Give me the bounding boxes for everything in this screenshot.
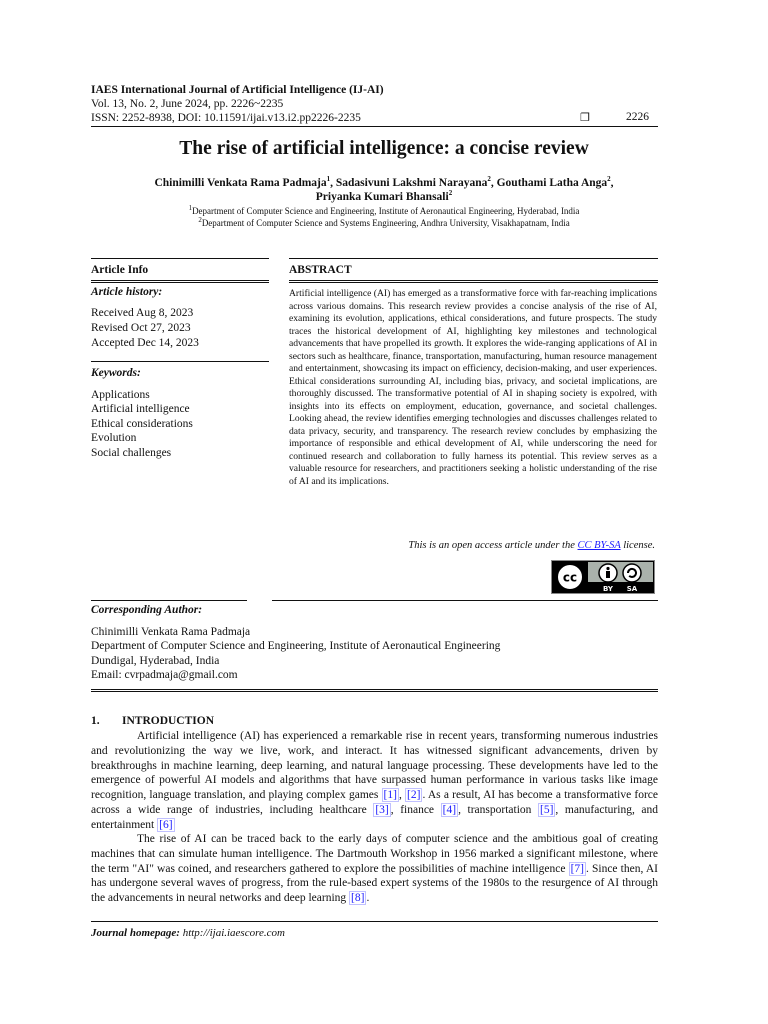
citation-link[interactable]: [1] bbox=[383, 789, 397, 802]
journal-volume: Vol. 13, No. 2, June 2024, pp. 2226~2235 bbox=[91, 98, 284, 110]
author-1: Chinimilli Venkata Rama Padmaja$^1$, bbox=[154, 175, 336, 189]
keywords-rule bbox=[91, 361, 269, 362]
abstract-heading: ABSTRACT bbox=[289, 264, 352, 276]
corr-double-rule-b bbox=[91, 691, 658, 692]
intro-paragraph-1: Artificial intelligence (AI) has experienced a remarkable rise in recent years, transforming numerous industries and revolutionizing the way we live, work, and interact. It has witnessed significant advancements, driven by breakthroughs in machine learning, deep learning, and natural language processing. These developments have led to the emergence of powerful AI models and algorithms that have surpassed human performance in various tasks like image recognition, language translation, and playing complex games [1] , [2] . As a result, AI has become a transformative force across a wide range of industries, including healthcare [3] , finance [4] , transportation [5] , manufacturing, and entertainment [6] bbox=[91, 730, 659, 831]
header-rule bbox=[91, 126, 658, 127]
keyword-item: Artificial intelligence bbox=[91, 403, 190, 415]
journal-name: IAES International Journal of Artificial Intelligence (IJ-AI) bbox=[91, 84, 384, 96]
info-top-rule bbox=[91, 258, 269, 259]
history-heading: Article history: bbox=[91, 286, 163, 298]
author-list bbox=[60, 176, 708, 204]
citation-link[interactable]: [3] bbox=[375, 803, 389, 816]
author-4: Priyanka Kumari Bhansali$^2$ bbox=[315, 189, 453, 203]
sa-label: SA bbox=[626, 585, 638, 593]
page-number: 2226 bbox=[626, 111, 649, 123]
corr-left-rule bbox=[91, 600, 247, 601]
footer-rule bbox=[91, 921, 658, 922]
cc-glyph: cc bbox=[562, 570, 578, 585]
corr-double-rule-a bbox=[91, 689, 658, 690]
keywords-heading: Keywords: bbox=[91, 367, 141, 379]
revised-date: Revised Oct 27, 2023 bbox=[91, 322, 191, 334]
affiliation-1: $^1$Department of Computer Science and Engineering, Institute of Aeronautical Engineering, Hyderabad, India bbox=[188, 204, 580, 216]
abstract-body: Artificial intelligence (AI) has emerged as a transformative force with far-reaching implications across various domains. This research review provides a concise analysis of the rise of AI, examining its evolution, applications, ethical considerations, and future prospects. The study traces the historical development of AI, highlighting key milestones and technological advancements that have propelled its growth. It explores the wide-ranging applications of AI in sectors such as healthcare, finance, transportation, manufacturing, human resource management and entertainment, showcasing its impact on efficiency, decision-making, and user experiences. Ethical considerations surrounding AI, including bias, privacy, and societal implications, are thoroughly discussed. The transformative potential of AI in shaping society is expolred, with insights into its effects on employment, education, governance, and societal challenges. Looking ahead, the review identifies emerging technologies and discusses challenges related to data privacy, security, and transparency. The research review concludes by emphasizing the importance of responsible and ethical development of AI, while underscoring the need for continued research and collaboration to fully harness its potential. This review serves as a valuable resource for researchers, and practitioners seeking a holistic understanding of the rise of AI and its implications. bbox=[289, 288, 657, 487]
corresponding-heading: Corresponding Author: bbox=[91, 604, 203, 616]
keyword-item: Social challenges bbox=[91, 447, 172, 459]
cc-badge-icon bbox=[552, 561, 654, 593]
journal-homepage: Journal homepage: http://ijai.iaescore.com bbox=[91, 927, 285, 939]
citation-link[interactable]: [8] bbox=[351, 892, 365, 905]
cc-by-sa-badge bbox=[551, 560, 655, 594]
corresponding-location: Dundigal, Hyderabad, India bbox=[91, 655, 220, 667]
homepage-link[interactable]: http://ijai.iaescore.com bbox=[182, 927, 285, 939]
keyword-item: Ethical considerations bbox=[91, 418, 193, 430]
section-heading: INTRODUCTION bbox=[122, 715, 215, 727]
corresponding-name: Chinimilli Venkata Rama Padmaja bbox=[91, 626, 251, 638]
license-statement: This is an open access article under the CC BY-SA license. bbox=[408, 540, 655, 551]
author-3: Gouthami Latha Anga$^2$, bbox=[496, 175, 614, 189]
box-icon: ❐ bbox=[580, 112, 590, 124]
affiliation-2: $^2$Department of Computer Science and Systems Engineering, Andhra University, Visakhapatnam, India bbox=[198, 216, 570, 228]
paper-title: The rise of artificial intelligence: a concise review bbox=[179, 138, 589, 159]
author-2: Sadasivuni Lakshmi Narayana$^2$, bbox=[335, 175, 497, 189]
abstract-double-rule-b bbox=[289, 282, 658, 283]
license-link[interactable]: CC BY-SA bbox=[577, 540, 621, 551]
corresponding-email: Email: cvrpadmaja@gmail.com bbox=[91, 669, 238, 681]
citation-link[interactable]: [5] bbox=[540, 803, 554, 816]
received-date: Received Aug 8, 2023 bbox=[91, 307, 194, 319]
accepted-date: Accepted Dec 14, 2023 bbox=[91, 337, 199, 349]
info-double-rule-b bbox=[91, 282, 269, 283]
corresponding-dept: Department of Computer Science and Engineering, Institute of Aeronautical Engineering bbox=[91, 640, 501, 652]
abstract-top-rule bbox=[289, 258, 658, 259]
citation-link[interactable]: [6] bbox=[159, 818, 173, 831]
citation-link[interactable]: [7] bbox=[570, 862, 584, 875]
keyword-item: Applications bbox=[91, 389, 150, 401]
citation-link[interactable]: [2] bbox=[407, 789, 421, 802]
intro-paragraph-2: The rise of AI can be traced back to the early days of computer science and the ambitious goal of creating machines that can simulate human intelligence. The Dartmouth Workshop in 1956 marked a significant milestone, where the term "AI" was coined, and researchers gathered to explore the possibilities of machine intelligence [7] . Since then, AI has undergone several waves of progress, from the rule-based expert systems of the 1980s to the resurgence of AI through the advancements in neural networks and deep learning [8] . bbox=[91, 833, 658, 905]
abstract-double-rule-a bbox=[289, 280, 658, 281]
info-double-rule-a bbox=[91, 280, 269, 281]
keyword-item: Evolution bbox=[91, 432, 137, 444]
journal-issn-doi: ISSN: 2252-8938, DOI: 10.11591/ijai.v13.i2.pp2226-2235 bbox=[91, 112, 361, 124]
corr-right-rule bbox=[272, 600, 658, 601]
by-label: BY bbox=[602, 585, 614, 593]
section-number: 1. bbox=[91, 715, 100, 727]
article-info-heading: Article Info bbox=[91, 264, 149, 276]
citation-link[interactable]: [4] bbox=[442, 803, 457, 816]
